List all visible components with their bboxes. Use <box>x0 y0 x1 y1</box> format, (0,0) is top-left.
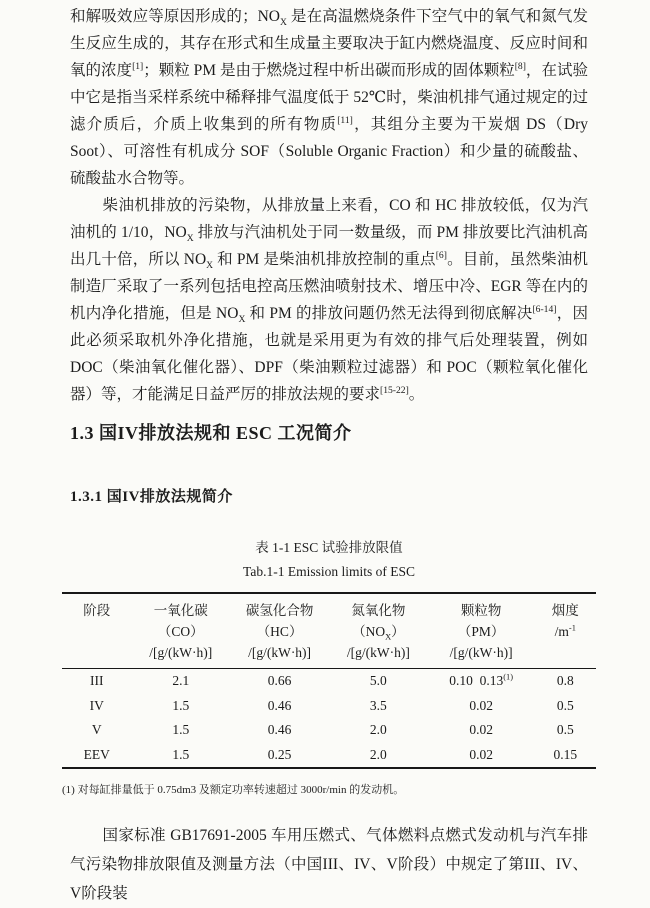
table-header-row <box>62 593 596 669</box>
column-header-hc: 碳氢化合物 （HC） /[g/(kW·h)] <box>245 603 314 660</box>
cell-pm: 0.02 <box>469 722 493 737</box>
emission-table-head <box>62 593 596 669</box>
column-header-co: 一氧化碳 （CO） /[g/(kW·h)] <box>149 603 213 660</box>
body-paragraph-1: 和解吸效应等原因形成的；$NO_X$ 是在高温燃烧条件下空气中的氧气和氮气发生反应生成的，其存在形式和生成量主要取决于缸内燃烧温度、反应时间和氧的浓度[1]；颗粒 PM 是由于燃烧过程中析出碳而形成的固体颗粒[8]，在试验中它是指当采样系统中稀释排气温度低于 52℃时，柴油机排气通过规定的过滤介质后，介质上收集到的所有物质[11]，其组分主要为干炭烟 DS（Dry Soot）、可溶性有机成分 SOF（Soluble Organic Fraction）和少量的硫酸盐、硫酸盐水合物等。 <box>70 8 588 187</box>
body-paragraph-3: 国家标准 GB17691-2005 车用压燃式、气体燃料点燃式发动机与汽车排气污染物排放限值及测量方法（中国III、IV、V阶段）中规定了第III、IV、V阶段装 <box>70 827 588 902</box>
column-header-stage: 阶段 <box>83 603 111 618</box>
emission-limits-table <box>62 592 596 769</box>
cell-co: 2.1 <box>172 673 190 688</box>
table-footnote: (1) 对每缸排量低于 0.75dm3 及额定功率转速超过 3000r/min 的发动机。 <box>62 784 405 796</box>
column-header-nox: 氮氧化物 $(NO_X)$ /[g/(kW·h)] <box>346 603 410 660</box>
cell-smoke: 0.5 <box>556 697 574 713</box>
cell-co: 1.5 <box>172 697 190 713</box>
table-caption-en: Tab.1-1 Emission limits of ESC <box>243 564 415 579</box>
cell-hc: 0.66 <box>267 673 292 688</box>
cell-nox: 2.0 <box>369 746 387 762</box>
cell-pm: 0.02 <box>469 697 493 713</box>
cell-stage: EEV <box>83 746 110 762</box>
table-row <box>62 718 596 743</box>
cell-pm: 0.02 <box>469 746 493 762</box>
emission-table-body <box>62 669 596 769</box>
cell-nox: 5.0 <box>369 673 387 688</box>
table-row <box>62 694 596 719</box>
cell-co: 1.5 <box>172 722 190 737</box>
cell-hc: 0.25 <box>267 746 292 762</box>
cell-nox: 3.5 <box>369 697 387 713</box>
cell-hc: 0.46 <box>267 722 292 737</box>
cell-stage: V <box>91 722 102 737</box>
table-row <box>62 669 596 694</box>
cell-stage: III <box>89 673 104 688</box>
column-header-pm: 颗粒物 （PM） /[g/(kW·h)] <box>449 603 513 660</box>
table-row <box>62 743 596 769</box>
subsection-heading: 1.3.1 国IV排放法规简介 <box>70 489 233 505</box>
cell-nox: 2.0 <box>369 722 387 737</box>
cell-stage: IV <box>89 697 104 713</box>
cell-smoke: 0.8 <box>556 673 574 688</box>
table-caption-zh: 表 1-1 ESC 试验排放限值 <box>255 540 403 555</box>
cell-co: 1.5 <box>172 746 190 762</box>
cell-smoke: 0.15 <box>553 746 578 762</box>
cell-hc: 0.46 <box>267 697 292 713</box>
body-paragraph-2: 柴油机排放的污染物，从排放量上来看，CO 和 HC 排放较低，仅为汽油机的 1/10，$NO_X$ 排放与汽油机处于同一数量级，而 PM 排放要比汽油机高出几十倍，所以 $NO_X$ 和 PM 是柴油机排放控制的重点[6]。目前，虽然柴油机制造厂采取了一系列包括电控高压燃油喷射技术、增压中冷、EGR 等在内的机内净化措施，但是 $NO_X$ 和 PM 的排放问题仍然无法得到彻底解决[6-14]，因此必须采取机外净化措施，也就是采用更为有效的排气后处理装置，例如 DOC（柴油氧化催化器）、DPF（柴油颗粒过滤器）和 POC（颗粒氧化催化器）等，才能满足日益严厉的排放法规的要求[15-22]。 <box>70 197 589 403</box>
cell-smoke: 0.5 <box>556 722 574 737</box>
column-header-smoke: 烟度 $/m^{-1}$ <box>551 603 579 639</box>
cell-pm: 0.10 0.13$^{(1)}$ <box>449 672 514 688</box>
section-heading: 1.3 国IV排放法规和 ESC 工况简介 <box>70 423 352 443</box>
